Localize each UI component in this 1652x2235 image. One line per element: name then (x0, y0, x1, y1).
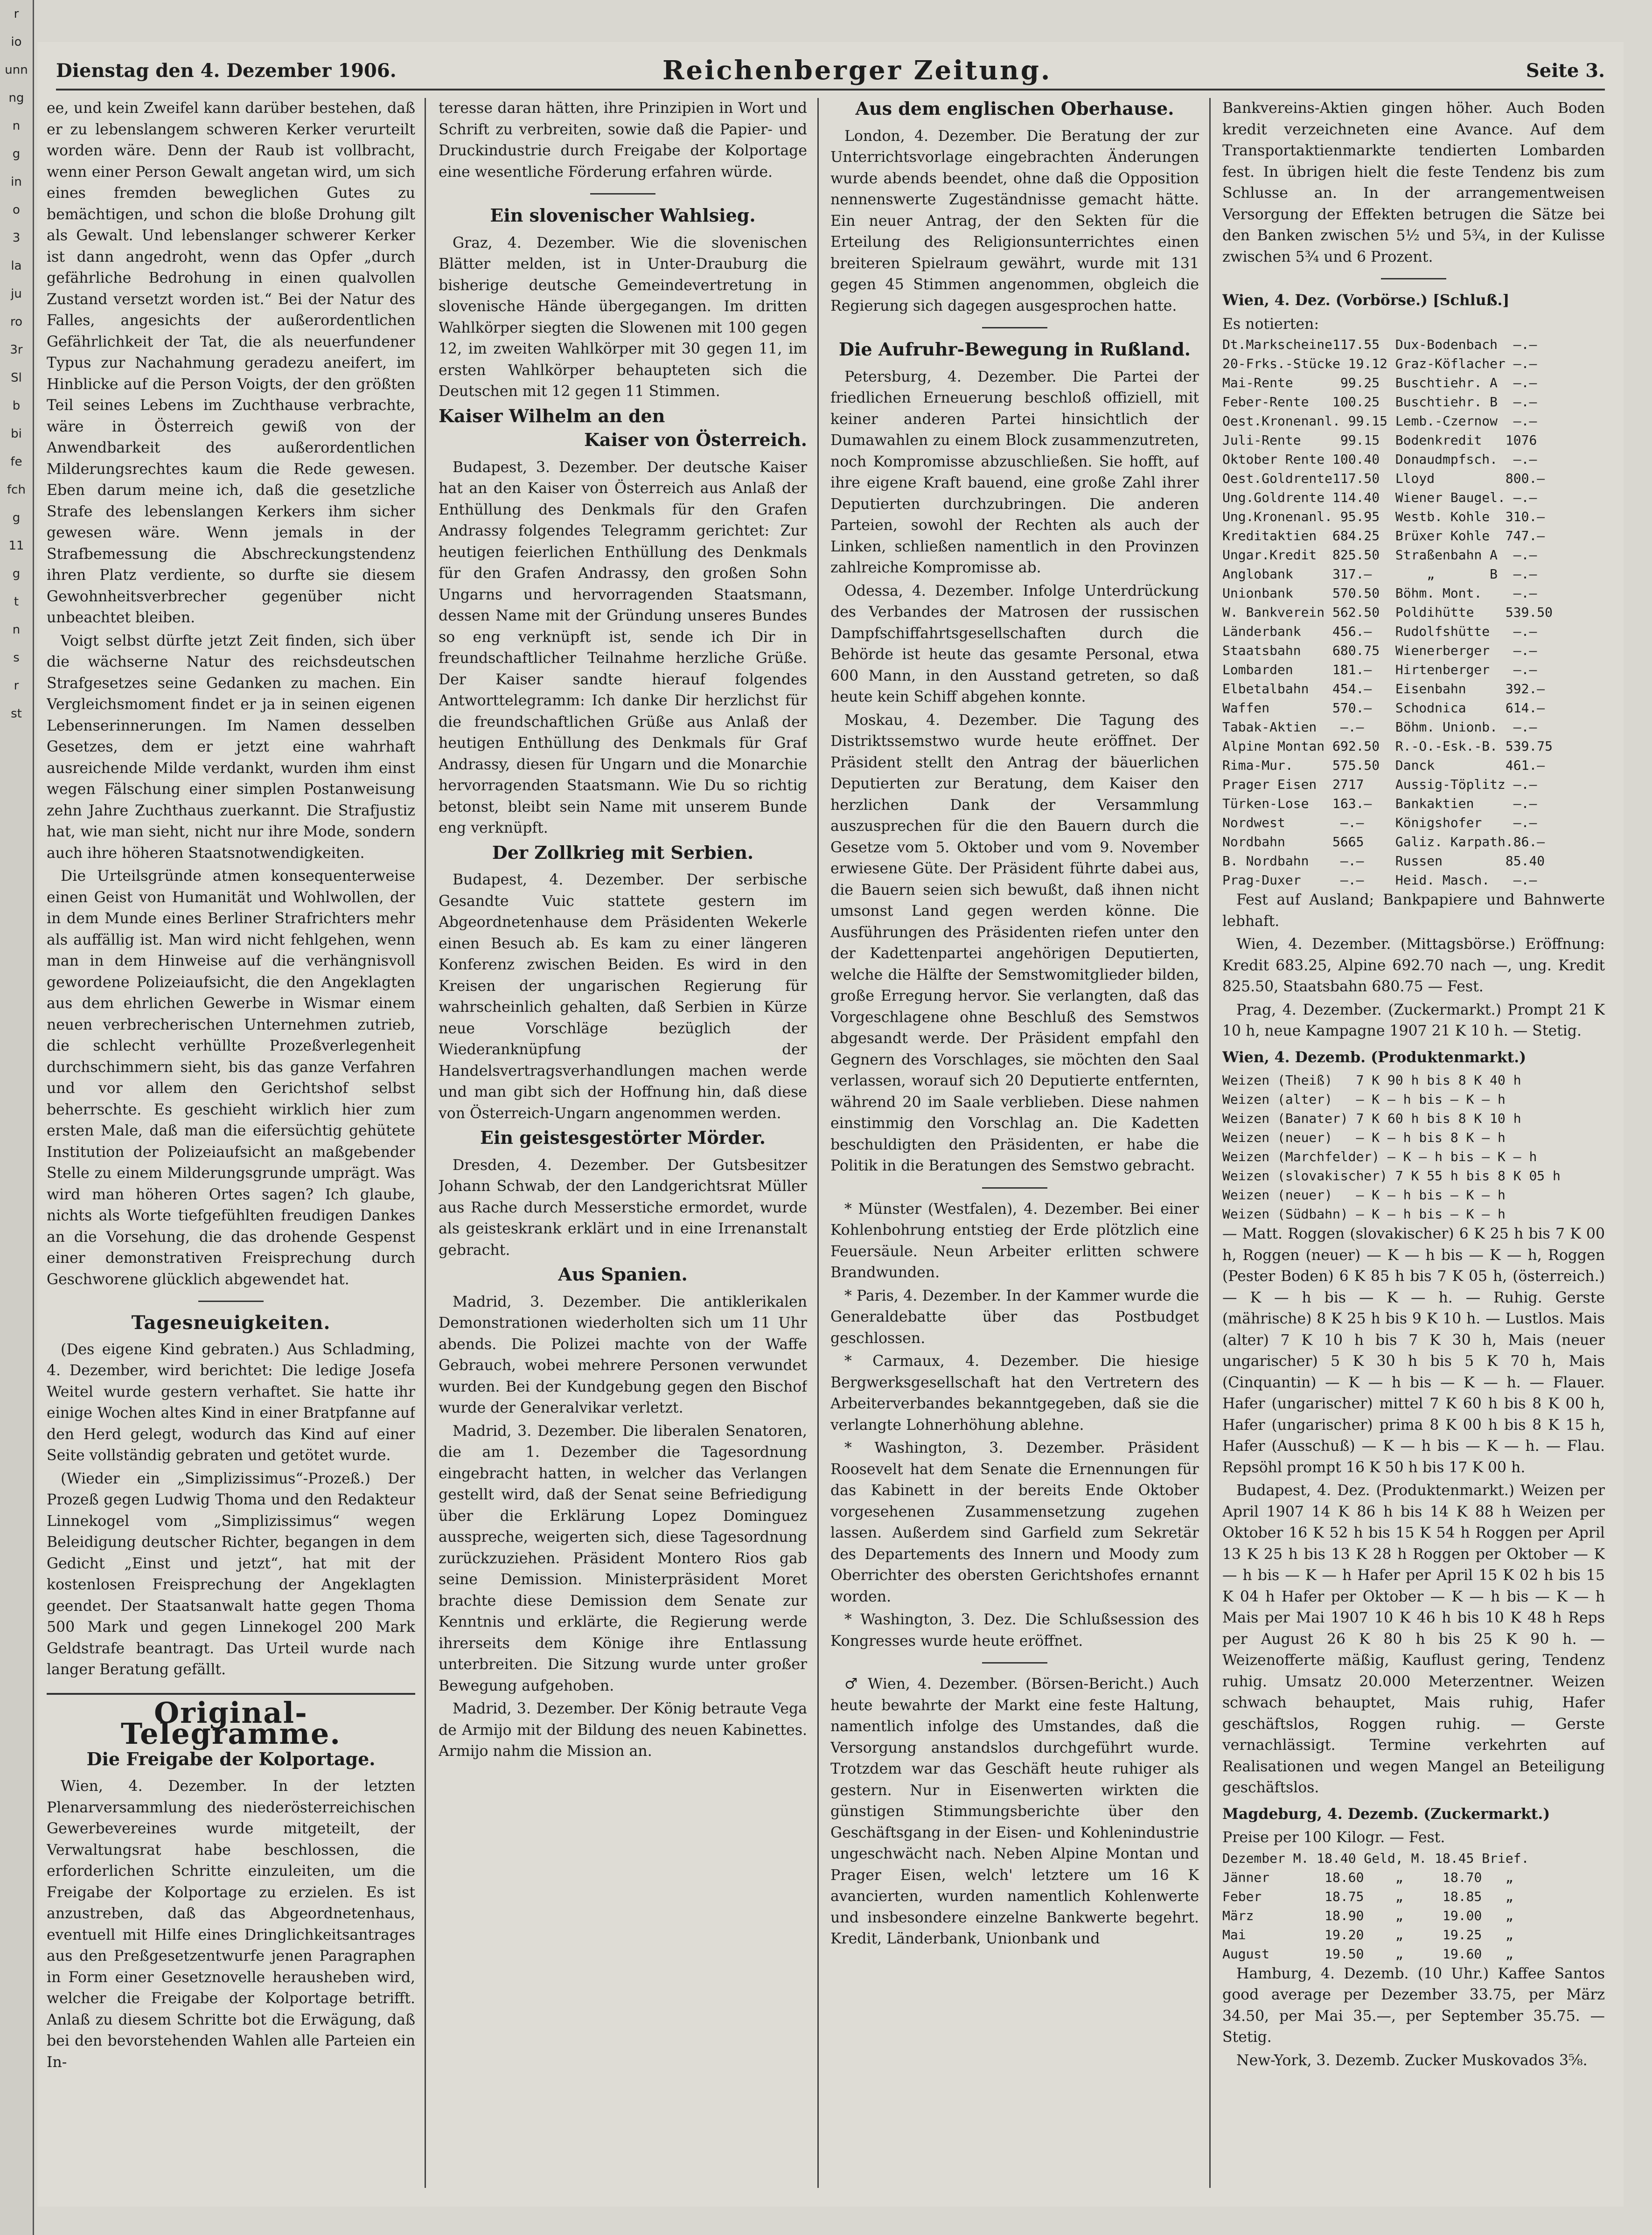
edge-fragment: st (11, 707, 22, 721)
column-4 (1222, 98, 1605, 2188)
newspaper-page (37, 42, 1624, 2207)
produce-row: Weizen (Marchfelder) — K — h bis — K — h (1222, 1149, 1537, 1164)
edge-fragment: Sl (11, 371, 22, 385)
article-heading: Aus Spanien. (558, 1264, 688, 1285)
sugar-row: Dezember M. 18.40 Geld, M. 18.45 Brief. (1222, 1850, 1529, 1866)
article-heading: Die Freigabe der Kolportage. (86, 1748, 376, 1769)
quote-row: Nordbahn 5665 Galiz. Karpath.86.— (1222, 834, 1545, 849)
produce-row: Weizen (neuer) — K — h bis 8 K — h (1222, 1130, 1506, 1145)
article-paragraph: Madrid, 3. Dezember. Die liberalen Senatoren, die am 1. Dezember die Tagesordnung eingebracht hatten, in welcher das Verlangen gestellt wird, daß der Senat seine Befriedigung über die Erklärung Lopez Dominguez ausspreche, weigerten sich, diese Tagesordnung zurückzuziehen. Präsident Montero Rios gab seine Demission. Ministerpräsident Moret brachte diese Demission dem Senate zur Kenntnis und erklärte, die Regierung werde ihrerseits dem Könige ihre Entlassung unterbreiten. Die Sitzung wurde unter großer Bewegung aufgehoben. (439, 1422, 807, 1694)
edge-fragment: fe (10, 455, 22, 469)
edge-fragment: t (14, 595, 19, 609)
stock-report: ♂ Wien, 4. Dezember. (Börsen-Bericht.) Auch heute bewahrte der Markt eine feste Haltung, namentlich infolge des Umstandes, daß die Versorgung anstandslos durchgeführt wurde. Trotzdem war das Geschäft heute ruhiger als gestern. Nur in Eisenwerten wirkten die günstigen Stimmungsberichte über den Geschäftsgang in der Eisen- und Kohlenindustrie ungeschwächt nach. Neben Alpine Montan und Prager Eisen, welch' letztere um 16 K avancierten, wurden namentlich Kohlenwerte und insbesondere einzelne Bankwerte begehrt. Kredit, Länderbank, Unionbank und (830, 1676, 1199, 1947)
article-heading: Kaiser Wilhelm an den (439, 405, 665, 426)
stock-report: Bankvereins-Aktien gingen höher. Auch Boden kredit verzeichneten eine Avance. Auf dem Transportaktienmarkte tendierten Lombarden fest. In übrigen hielt die feste Tendenz bis zum Schlusse an. In der arrangementweisen Versorgung der Effekten betrugen die Sätze bei den Banken zwischen 5½ und 5¾, in der Kulisse zwischen 5¾ und 6 Prozent. (1222, 100, 1605, 265)
quote-heading: Wien, 4. Dez. (Vorbörse.) [Schluß.] (1222, 292, 1510, 309)
quote-row: Nordwest —.— Königshofer —.— (1222, 815, 1537, 830)
market-note: Fest auf Ausland; Bankpapiere und Bahnwerte lebhaft. (1222, 891, 1605, 930)
sugar-row: August 19.50 „ 19.60 „ (1222, 1946, 1513, 1962)
page-number: Seite 3. (1526, 60, 1605, 82)
column-1 (47, 98, 415, 2188)
quote-row: Prag-Duxer —.— Heid. Masch. —.— (1222, 872, 1537, 888)
section-heading-telegrams: Original-Telegramme. (47, 1693, 415, 1745)
section-separator (982, 1187, 1047, 1189)
telegram-item: * Münster (Westfalen), 4. Dezember. Bei einer Kohlenbohrung entstieg der Erde plötzlich eine Feuersäule. Neun Arbeiter erlitten schwere Brandwunden. (830, 1200, 1199, 1281)
quote-heading: Magdeburg, 4. Dezemb. (Zuckermarkt.) (1222, 1805, 1550, 1823)
market-note: New-York, 3. Dezemb. Zucker Muskovados 3⅝. (1236, 2052, 1588, 2069)
edge-fragment: g (12, 511, 21, 525)
article-paragraph: Moskau, 4. Dezember. Die Tagung des Distriktssemstwo wurde heute eröffnet. Der Präsident stellt den Antrag der bäuerlichen Deputierten zur Beratung, dem Kaiser den herzlichen Dank der Versammlung auszusprechen für die den Bauern durch die Gesetze vom 5. Oktober und vom 9. November erwiesene Güte. Der Präsident führte dabei aus, die Bauern seien sich bewußt, daß ihnen nicht umsonst Land gegen werden könne. Die Ausführungen des Präsidenten riefen unter den der Kadettenpartei angehörigen Deputierten, welche die Hälfte der Semstwomitglieder bilden, große Erregung hervor. Sie verlangten, daß das Vorgeschlagene ohne Beschluß des Semstwos abgesandt werde. Der Präsident empfahl den Gegnern des Vorschlages, sie möchten den Saal verlassen, worauf sich 20 Deputierte entfernten, während 20 im Saale verblieben. Diese nahmen einstimmig den Vorschlag an. Die Kadetten beschuldigten den Präsidenten, er habe die Politik in die Beratungen des Semstwo gebracht. (830, 711, 1199, 1174)
edge-fragment: 11 (8, 539, 24, 553)
quote-row: Mai-Rente 99.25 Buschtiehr. A —.— (1222, 375, 1537, 390)
quote-row: B. Nordbahn —.— Russen 85.40 (1222, 853, 1545, 869)
column-rule (817, 98, 819, 2188)
quote-row: Türken-Lose 163.— Bankaktien —.— (1222, 796, 1537, 811)
edge-fragment: g (12, 147, 21, 161)
produce-row: Weizen (alter) — K — h bis — K — h (1222, 1092, 1506, 1107)
article-paragraph: Madrid, 3. Dezember. Die antiklerikalen Demonstrationen wiederholten sich um 11 Uhr abends. Die Polizei machte von der Waffe Gebrauch, wobei mehrere Personen verwundet wurden. Bei der Kundgebung gegen den Bischof wurde der Generalvikar verletzt. (439, 1293, 807, 1416)
edge-fragment: ro (10, 315, 23, 329)
edge-fragment: 3r (10, 343, 23, 357)
market-note: Prag, 4. Dezember. (Zuckermarkt.) Prompt 21 K 10 h, neue Kampagne 1907 21 K 10 h. — Stetig. (1222, 1001, 1605, 1039)
edge-fragment: g (12, 567, 21, 581)
article-heading: Der Zollkrieg mit Serbien. (492, 842, 754, 863)
article-heading: Ein slovenischer Wahlsieg. (490, 205, 756, 226)
article-paragraph: Wien, 4. Dezember. In der letzten Plenarversammlung des niederösterreichischen Gewerbevereines wurde mitgeteilt, der Verwaltungsrat habe beschlossen, die erforderlichen Schritte einzuleiten, um die Freigabe der Kolportage zu erzielen. Es ist anzustreben, daß das Abgeordnetenhaus, eventuell mit Hilfe eines Dringlichkeitsantrages aus den Preßgesetzentwurfe jenen Paragraphen in Form einer Gesetznovelle herausheben wird, welcher die Freigabe der Kolportage betrifft. Anlaß zu diesem Schritte bot die Erwägung, daß bei den bevorstehenden Wahlen alle Parteien ein In- (47, 1778, 415, 2071)
article-paragraph: Odessa, 4. Dezember. Infolge Unterdrückung des Verbandes der Matrosen der russischen Dampfschiffahrtsgesellschaften durch die Behörde ist heute das gesamte Personal, etwa 600 Mann, in den Ausstand getreten, so daß heute kein Schiff abgehen konnte. (830, 582, 1199, 705)
produce-row: Weizen (neuer) — K — h bis — K — h (1222, 1187, 1506, 1203)
section-separator (590, 193, 655, 195)
edge-fragment: n (12, 623, 21, 637)
quote-table (1222, 335, 1605, 890)
produce-row: Weizen (Banater) 7 K 60 h bis 8 K 10 h (1222, 1111, 1521, 1126)
quote-subheading: Es notierten: (1222, 315, 1319, 333)
quote-row: Unionbank 570.50 Böhm. Mont. —.— (1222, 585, 1537, 601)
section-separator (1381, 278, 1446, 279)
quote-row: Waffen 570.— Schodnica 614.— (1222, 700, 1545, 716)
edge-fragment: r (14, 7, 19, 21)
section-separator (198, 1301, 264, 1302)
quote-subheading: Preise per 100 Kilogr. — Fest. (1222, 1829, 1445, 1846)
article-heading: Aus dem englischen Oberhause. (855, 98, 1174, 119)
edge-fragment: b (12, 399, 21, 413)
quote-row: 20-Frks.-Stücke 19.12 Graz-Köflacher —.— (1222, 356, 1537, 371)
telegram-item: * Carmaux, 4. Dezember. Die hiesige Bergwerksgesellschaft hat den Vertretern des Arbeiterverbandes bekanntgegeben, daß sie die verlangte Lohnerhöhung ablehne. (830, 1353, 1199, 1434)
article-paragraph: Madrid, 3. Dezember. Der König betraute Vega de Armijo mit der Bildung des neuen Kabinettes. Armijo nahm die Mission an. (439, 1700, 807, 1760)
quote-row: Ung.Kronenanl. 95.95 Westb. Kohle 310.— (1222, 509, 1545, 524)
newspaper-title: Reichenberger Zeitung. (662, 55, 1052, 86)
section-separator (982, 327, 1047, 328)
sugar-row: Mai 19.20 „ 19.25 „ (1222, 1927, 1513, 1943)
quote-row: Juli-Rente 99.15 Bodenkredit 1076 (1222, 432, 1537, 448)
produce-row: Weizen (Südbahn) — K — h bis — K — h (1222, 1206, 1506, 1222)
quote-row: Staatsbahn 680.75 Wienerberger —.— (1222, 643, 1537, 658)
telegram-item: * Washington, 3. Dezember. Präsident Roosevelt hat dem Senate die Ernennungen für das Kabinett in der bereits Ende Oktober vorgesehenen Zusammensetzung zugehen lassen. Außerdem sind Garfield zum Sekretär des Departements des Innern und Moody zum Oberrichter des obersten Gerichtshofes ernannt worden. (830, 1440, 1199, 1605)
quote-row: Anglobank 317.— „ B —.— (1222, 566, 1537, 582)
sugar-row: Feber 18.75 „ 18.85 „ (1222, 1888, 1513, 1904)
quote-row: Dt.Markscheine117.55 Dux-Bodenbach —.— (1222, 337, 1537, 352)
quote-row: Alpine Montan 692.50 R.-O.-Esk.-B. 539.75 (1222, 738, 1553, 754)
quote-row: Kreditaktien 684.25 Brüxer Kohle 747.— (1222, 528, 1545, 543)
edge-fragment: io (11, 35, 22, 49)
article-paragraph: Budapest, 3. Dezember. Der deutsche Kaiser hat an den Kaiser von Österreich aus Anlaß der Enthüllung des Denkmals für den Grafen Andrassy folgendes Telegramm gerichtet: Zur heutigen feierlichen Enthüllung des Denkmals für den Grafen Andrassy, den großen Sohn Ungarns und hervorragenden Staatsmann, dessen Name mit der Gründung unseres Bundes so eng verknüpft ist, sende ich Dir in freundschaftlicher Teilnahme herzliche Grüße. Der Kaiser sandte hierauf folgendes Antworttelegramm: Ich danke Dir herzlichst für die freundschaftlichen Grüße aus Anlaß der heutigen Enthüllung des Denkmals für Graf Andrassy, diesen für Ungarn und die Monarchie hervorragenden Staatsmann. Wie Du so richtig betonst, bleibt sein Name mit unserem Bunde eng verknüpft. (439, 459, 807, 836)
quote-row: Feber-Rente 100.25 Buschtiehr. B —.— (1222, 394, 1537, 410)
article-paragraph: Dresden, 4. Dezember. Der Gutsbesitzer Johann Schwab, der den Landgerichtsrat Müller aus Rache durch Messerstiche ermordet, wurde als geisteskrank erklärt und in eine Irrenanstalt gebracht. (439, 1156, 807, 1259)
edge-fragment: bi (11, 427, 22, 441)
news-item: (Wieder ein „Simplizissimus“-Prozeß.) Der Prozeß gegen Ludwig Thoma und den Redakteur Linnekogel vom „Simplizissimus“ wegen Beleidigung deutscher Richter, begangen in dem Gedicht „Einst und jetzt“, hat mit der kostenlosen Freisprechung der Angeklagten geendet. Der Staatsanwalt hatte gegen Thoma 500 Mark und gegen Linnekogel 200 Mark Geldstrafe beantragt. Das Urteil wurde nach langer Beratung gefällt. (47, 1470, 415, 1678)
left-page-edge-strip (0, 0, 34, 2235)
article-paragraph: teresse daran hätten, ihre Prinzipien in Wort und Schrift zu verbreiten, sowie daß die Papier- und Druckindustrie durch Freigabe der Kolportage eine wesentliche Förderung erfahren würde. (439, 100, 807, 181)
telegram-item: * Washington, 3. Dez. Die Schlußsession des Kongresses wurde heute eröffnet. (830, 1611, 1199, 1650)
quote-row: Elbetalbahn 454.— Eisenbahn 392.— (1222, 681, 1545, 696)
edge-fragment: n (12, 119, 21, 133)
quote-row: Tabak-Aktien —.— Böhm. Unionb. —.— (1222, 719, 1537, 735)
section-separator (982, 1662, 1047, 1664)
quote-row: W. Bankverein 562.50 Poldihütte 539.50 (1222, 605, 1553, 620)
article-paragraph: ee, und kein Zweifel kann darüber bestehen, daß er zu lebenslangem schweren Kerker verurteilt worden wäre. Denn der Raub ist vollbracht, wenn einer Person Gewalt angetan wird, um sich eines fremden beweglichen Gutes zu bemächtigen, und schon die bloße Drohung gilt als Gewalt. Und lebenslanger schwerer Kerker ist dann angedroht, wenn das Opfer „durch gefährliche Bedrohung in einen qualvollen Zustand versetzt worden ist.“ Bei der Natur des Falles, angesichts der außerordentlichen Gefährlichkeit der Tat, die als neuerfundener Typus zur Nachahmung geradezu aneifert, im Hinblicke auf die Person Voigts, der den größten Teil seines Lebens im Zuchthause verbrachte, wäre in Österreich gewiß von der Anwendbarkeit des außerordentlichen Milderungsrechtes kaum die Rede gewesen. Eben darum meine ich, daß die gesetzliche Strafe des lebenslangen Kerkers ihm sicher gewesen wäre. Wenn jemals in der Strafbemessung die Abschreckungstendenz ihren Platz verdiente, so durfte sie diesem Gewohnheitsverbrecher gegenüber nicht unbeachtet bleiben. (47, 100, 415, 626)
telegram-item: * Paris, 4. Dezember. In der Kammer wurde die Generaldebatte über das Postbudget geschlossen. (830, 1287, 1199, 1347)
article-paragraph: Petersburg, 4. Dezember. Die Partei der friedlichen Erneuerung beschloß offiziell, mit keiner anderen Partei hinsichtlich der Dumawahlen zu einem Block zusammenzutreten, noch Kompromisse abzuschließen. Sie hofft, auf ihre eigene Kraft bauend, eine große Zahl ihrer Deputierten durchzubringen. Die anderen Parteien, sowohl der Rechten als auch der Linken, schließen namentlich in den Provinzen zahlreiche Kompromisse ab. (830, 368, 1199, 576)
market-note: — Matt. Roggen (slovakischer) 6 K 25 h bis 7 K 00 h, Roggen (neuer) — K — h bis — K — h, Roggen (Pester Boden) 6 K 85 h bis 7 K 05 h, (österreich.) — K — h bis — K — h. — Ruhig. Gerste (mährische) 8 K 25 h bis 9 K 10 h. — Lustlos. Mais (alter) 7 K 10 h bis 7 K 30 h, Mais (neuer ungarischer) 5 K 30 h bis 5 K 70 h, Mais (Cinquantin) — K — h bis — K — h. — Flauer. Hafer (ungarischer) mittel 7 K 60 h bis 8 K 00 h, Hafer (ungarischer) prima 8 K 00 h bis 8 K 15 h, Hafer (Ausschuß) — K — h bis — K — h. — Flau. Repsöhl prompt 16 K 50 h bis 17 K 00 h. (1222, 1225, 1605, 1476)
sugar-row: März 18.90 „ 19.00 „ (1222, 1908, 1513, 1923)
edge-fragment: unn (5, 63, 28, 77)
edge-fragment: ng (8, 91, 24, 105)
page-header (56, 51, 1605, 91)
edge-fragment: la (11, 259, 22, 273)
quote-row: Länderbank 456.— Rudolfshütte —.— (1222, 624, 1537, 639)
market-note: Wien, 4. Dezember. (Mittagsbörse.) Eröffnung: Kredit 683.25, Alpine 692.70 nach —, ung. Kredit 825.50, Staatsbahn 680.75 — Fest. (1222, 936, 1605, 995)
article-paragraph: Graz, 4. Dezember. Wie die slovenischen Blätter melden, ist in Unter-Drauburg die bisherige deutsche Gemeindevertretung in slovenische Hände übergegangen. Im dritten Wahlkörper siegten die Slowenen mit 100 gegen 12, im zweiten Wahlkörper mit 30 gegen 11, im ersten Wahlkörper behaupteten sich die Deutschen mit 12 gegen 11 Stimmen. (439, 234, 807, 400)
edge-fragment: o (13, 203, 20, 217)
article-heading: Kaiser von Österreich. (584, 429, 807, 450)
quote-row: Oest.Kronenanl. 99.15 Lemb.-Czernow —.— (1222, 413, 1537, 429)
edge-fragment: 3 (12, 231, 21, 245)
edge-fragment: in (11, 175, 22, 189)
article-paragraph: Die Urteilsgründe atmen konsequenterweise einen Geist von Humanität und Wohlwollen, der in dem Munde eines Berliner Strafrichters mehr als auffällig ist. Man wird nicht fehlgehen, wenn man in dem Hinweise auf die verhängnisvoll gewordene Polizeiaufsicht, die den Angeklagten aus dem ehrlichen Gewerbe in Wismar einem neuen verbrecherischen Unternehmen zutrieb, die schlecht verhüllte Prozeßverlegenheit durchschimmern sieht, bis das ganze Verfahren und vor allem den Gerichtshof selbst beherrschte. Es geschieht wirklich hier zum ersten Male, daß man die eifersüchtig gehütete Institution der Polizeiaufsicht an maßgebender Stelle zu einem Milderungsgrunde umprägt. Was wird man höheren Ortes sagen? Ich glaube, nichts als Worte tiefgefühlten freudigen Dankes an die Vorsehung, die das drohende Gespenst einer demonstrativen Freisprechung durch Geschworene glücklich abgewendet hat. (47, 868, 415, 1288)
edge-fragment: r (14, 679, 19, 693)
column-2 (439, 98, 807, 2188)
section-heading-news: Tagesneuigkeiten. (131, 1312, 331, 1334)
edge-fragment: ju (11, 287, 22, 301)
quote-row: Oest.Goldrente117.50 Lloyd 800.— (1222, 471, 1545, 486)
produce-table (1222, 1071, 1605, 1224)
quote-row: Lombarden 181.— Hirtenberger —.— (1222, 662, 1537, 677)
header-date: Dienstag den 4. Dezember 1906. (56, 60, 397, 82)
market-note: Budapest, 4. Dez. (Produktenmarkt.) Weizen per April 1907 14 K 86 h bis 14 K 88 h Weizen per Oktober 16 K 52 h bis 15 K 54 h Roggen per April 13 K 25 h bis 13 K 28 h Roggen per Oktober — K — h bis — K — h Hafer per April 15 K 02 h bis 15 K 04 h Hafer per Oktober — K — h bis — K — h Mais per Mai 1907 10 K 46 h bis 10 K 48 h Reps per August 26 K 80 h bis 25 K 90 h. — Weizenofferte mäßig, Kauflust gering, Tendenz ruhig. Umsatz 20.000 Meterzentner. Weizen schwach behauptet, Mais ruhig, Hafer geschäftslos, Roggen ruhig. — Gerste vernachlässigt. Termine verkehrten auf Realisationen und wegen Mangel an Beteiligung geschäftslos. (1222, 1482, 1605, 1796)
quote-row: Ungar.Kredit 825.50 Straßenbahn A —.— (1222, 547, 1537, 563)
news-item: (Des eigene Kind gebraten.) Aus Schladming, 4. Dezember, wird berichtet: Die ledige Josefa Weitel wurde gestern verhaftet. Sie hatte ihr einige Wochen altes Kind in einer Bratpfanne auf den Herd gelegt, wodurch das Kind auf einer Seite vollständig gebraten und getötet wurde. (47, 1341, 415, 1464)
quote-row: Ung.Goldrente 114.40 Wiener Baugel. —.— (1222, 490, 1537, 505)
article-heading: Die Aufruhr-Bewegung in Rußland. (839, 339, 1191, 360)
quote-row: Prager Eisen 2717 Aussig-Töplitz —.— (1222, 777, 1537, 792)
article-paragraph: London, 4. Dezember. Die Beratung der zur Unterrichtsvorlage eingebrachten Änderungen wurde abends beendet, ohne daß die Opposition nennenswerte Zugeständnisse gemacht hätte. Ein neuer Antrag, der den Sekten für die Erteilung des Religionsunterrichtes einen breiteren Spielraum gewährt, wurde mit 131 gegen 45 Stimmen angenommen, obgleich die Regierung sich dagegen ausgesprochen hatte. (830, 127, 1199, 314)
column-rule (425, 98, 426, 2188)
sugar-table (1222, 1849, 1605, 1963)
sugar-row: Jänner 18.60 „ 18.70 „ (1222, 1869, 1513, 1885)
market-note: Hamburg, 4. Dezemb. (10 Uhr.) Kaffee Santos good average per Dezember 33.75, per März 34.50, per Mai 35.—, per September 35.75. — Stetig. (1222, 1965, 1605, 2046)
edge-fragment: s (13, 651, 20, 665)
produce-row: Weizen (slovakischer) 7 K 55 h bis 8 K 05 h (1222, 1168, 1561, 1184)
quote-row: Rima-Mur. 575.50 Danck 461.— (1222, 758, 1545, 773)
quote-row: Oktober Rente 100.40 Donaudmpfsch. —.— (1222, 452, 1537, 467)
produce-row: Weizen (Theiß) 7 K 90 h bis 8 K 40 h (1222, 1072, 1521, 1088)
column-3 (830, 98, 1199, 2188)
quote-heading: Wien, 4. Dezemb. (Produktenmarkt.) (1222, 1048, 1527, 1066)
article-paragraph: Budapest, 4. Dezember. Der serbische Gesandte Vuic stattete gestern im Abgeordnetenhause dem Präsidenten Wekerle einen Besuch ab. Es kam zu einer längeren Konferenz zwischen Beiden. Es wird in den Kreisen der ungarischen Regierung für wahrscheinlich gehalten, daß Serbien in Kürze neue Vorschläge bezüglich der Wiederanknüpfung der Handelsvertragsverhandlungen machen werde und man gibt sich der Hoffnung hin, daß diese von Österreich-Ungarn angenommen werden. (439, 871, 807, 1122)
column-rule (1209, 98, 1211, 2188)
article-paragraph: Voigt selbst dürfte jetzt Zeit finden, sich über die wächserne Natur des reichsdeutschen Strafgesetzes seine Gedanken zu machen. Ein Vergleichsmoment findet er ja in seinen eigenen Lebenserinnerungen. Im Namen desselben Gesetzes, dem er jetzt eine wahrhaft ausreichende Milde verdankt, wurden ihm einst wegen Fälschung einer simplen Postanweisung zehn Jahre Zuchthaus zuerkannt. Die Strafjustiz hat, wie man sieht, nicht nur ihre Mode, sondern auch ihre höheren Staatsnotwendigkeiten. (47, 632, 415, 862)
article-heading: Ein geistesgestörter Mörder. (480, 1127, 766, 1148)
edge-fragment: fch (7, 483, 26, 497)
